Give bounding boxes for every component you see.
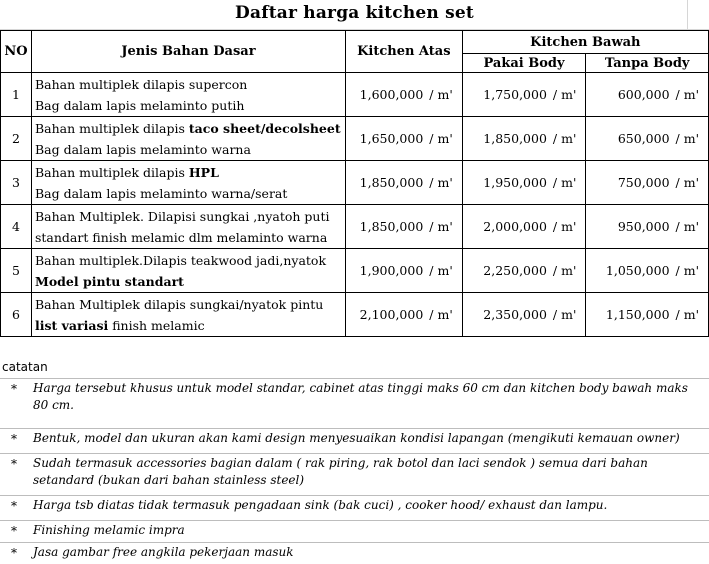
table-row <box>1 293 709 337</box>
description-bold: Model pintu standart <box>34 273 184 289</box>
note-bullet: * <box>11 499 17 513</box>
unit-label: / m' <box>550 161 586 205</box>
unit-label: / m' <box>673 205 709 249</box>
note-divider <box>0 378 709 379</box>
notes-label: catatan <box>2 360 48 374</box>
description-line-2 <box>35 315 342 336</box>
unit-label: / m' <box>426 249 462 293</box>
unit-label: / m' <box>426 293 462 337</box>
header-no: NO <box>1 31 32 73</box>
header-tanpa-body: Tanpa Body <box>586 54 709 73</box>
description-line-2 <box>35 271 342 292</box>
price-tanpa-body: 600,000 <box>586 73 673 117</box>
note-bullet: * <box>11 457 17 471</box>
header-pakai-body: Pakai Body <box>462 54 586 73</box>
price-pakai-body: 2,250,000 <box>462 249 550 293</box>
price-tanpa-body: 1,150,000 <box>586 293 673 337</box>
row-no: 2 <box>1 117 32 161</box>
header-kitchen-atas: Kitchen Atas <box>345 31 462 73</box>
unit-label: / m' <box>673 161 709 205</box>
description-line-1 <box>35 74 342 95</box>
description-line-1 <box>35 118 342 139</box>
note-bullet: * <box>11 524 17 538</box>
row-no: 1 <box>1 73 32 117</box>
description-text: Bahan multiplek.Dilapis teakwood jadi,nyatok <box>34 252 327 268</box>
price-kitchen-atas: 1,650,000 <box>345 117 426 161</box>
note-item <box>0 520 709 542</box>
note-text: Jasa gambar free angkila pekerjaan masuk <box>33 545 294 559</box>
description-bold: list variasi <box>34 317 109 333</box>
note-text: Bentuk, model dan ukuran akan kami design menyesuaikan kondisi lapangan (mengikuti kemauan owner) <box>33 431 680 445</box>
note-item <box>0 378 709 428</box>
price-tanpa-body: 950,000 <box>586 205 673 249</box>
row-no: 3 <box>1 161 32 205</box>
note-bullet: * <box>11 382 17 396</box>
description-line-2 <box>35 139 342 160</box>
price-pakai-body: 1,750,000 <box>462 73 550 117</box>
price-tanpa-body: 1,050,000 <box>586 249 673 293</box>
description-text: Bahan multiplek dilapis <box>34 164 189 180</box>
description-line-2 <box>35 227 342 248</box>
table-row <box>1 205 709 249</box>
note-divider <box>0 542 709 543</box>
header-jenis: Jenis Bahan Dasar <box>31 31 345 73</box>
description-bold: taco sheet/decolsheet <box>188 120 341 136</box>
unit-label: / m' <box>426 161 462 205</box>
note-divider <box>0 520 709 521</box>
description-text: Bahan multiplek dilapis <box>34 120 189 136</box>
header-kitchen-bawah: Kitchen Bawah <box>462 31 708 54</box>
price-kitchen-atas: 1,850,000 <box>345 205 426 249</box>
unit-label: / m' <box>426 205 462 249</box>
table-row <box>1 161 709 205</box>
note-item <box>0 495 709 520</box>
note-bullet: * <box>11 432 17 446</box>
page-title: Daftar harga kitchen set <box>235 3 474 23</box>
description-text: Bag dalam lapis melaminto warna/serat <box>34 185 288 201</box>
row-no: 4 <box>1 205 32 249</box>
unit-label: / m' <box>673 249 709 293</box>
unit-label: / m' <box>550 293 586 337</box>
price-pakai-body: 2,000,000 <box>462 205 550 249</box>
row-description <box>31 117 345 161</box>
description-line-1 <box>35 250 342 271</box>
price-tanpa-body: 750,000 <box>586 161 673 205</box>
row-description <box>31 249 345 293</box>
note-text: Sudah termasuk accessories bagian dalam ( rak piring, rak botol dan laci sendok ) semua dari bahan setandard (bukan dari bahan stainless steel) <box>33 456 648 487</box>
unit-label: / m' <box>673 117 709 161</box>
price-pakai-body: 1,950,000 <box>462 161 550 205</box>
note-text: Finishing melamic impra <box>33 523 185 537</box>
description-text: Bag dalam lapis melaminto warna <box>34 141 251 157</box>
price-kitchen-atas: 1,600,000 <box>345 73 426 117</box>
unit-label: / m' <box>673 73 709 117</box>
description-line-1 <box>35 206 342 227</box>
table-row <box>1 249 709 293</box>
note-divider <box>0 428 709 429</box>
unit-label: / m' <box>550 73 586 117</box>
unit-label: / m' <box>426 117 462 161</box>
price-kitchen-atas: 2,100,000 <box>345 293 426 337</box>
note-divider <box>0 495 709 496</box>
price-table <box>0 30 709 337</box>
price-tanpa-body: 650,000 <box>586 117 673 161</box>
note-text: Harga tersebut khusus untuk model standar, cabinet atas tinggi maks 60 cm dan kitchen body bawah maks 80 cm. <box>33 381 688 412</box>
note-divider <box>0 453 709 454</box>
row-no: 5 <box>1 249 32 293</box>
description-line-1 <box>35 162 342 183</box>
row-description <box>31 205 345 249</box>
price-pakai-body: 2,350,000 <box>462 293 550 337</box>
unit-label: / m' <box>550 249 586 293</box>
description-text: finish melamic <box>108 317 205 333</box>
note-bullet: * <box>11 546 17 560</box>
row-description <box>31 161 345 205</box>
note-text: Harga tsb diatas tidak termasuk pengadaan sink (bak cuci) , cooker hood/ exhaust dan lampu. <box>33 498 608 512</box>
row-description <box>31 293 345 337</box>
row-no: 6 <box>1 293 32 337</box>
unit-label: / m' <box>426 73 462 117</box>
description-text: Bahan multiplek dilapis supercon <box>34 76 248 92</box>
price-kitchen-atas: 1,850,000 <box>345 161 426 205</box>
note-item <box>0 542 709 564</box>
unit-label: / m' <box>673 293 709 337</box>
price-pakai-body: 1,850,000 <box>462 117 550 161</box>
table-row <box>1 73 709 117</box>
note-item <box>0 453 709 495</box>
table-row <box>1 117 709 161</box>
unit-label: / m' <box>550 205 586 249</box>
description-line-1 <box>35 294 342 315</box>
description-text: standart finish melamic dlm melaminto warna <box>34 229 328 245</box>
description-text: Bahan Multiplek. Dilapisi sungkai ,nyatoh puti <box>34 208 330 224</box>
description-text: Bahan Multiplek dilapis sungkai/nyatok pintu <box>34 296 324 312</box>
description-line-2 <box>35 95 342 116</box>
description-bold: HPL <box>188 164 219 180</box>
description-line-2 <box>35 183 342 204</box>
note-item <box>0 428 709 453</box>
description-text: Bag dalam lapis melaminto putih <box>34 97 245 113</box>
unit-label: / m' <box>550 117 586 161</box>
price-kitchen-atas: 1,900,000 <box>345 249 426 293</box>
row-description <box>31 73 345 117</box>
